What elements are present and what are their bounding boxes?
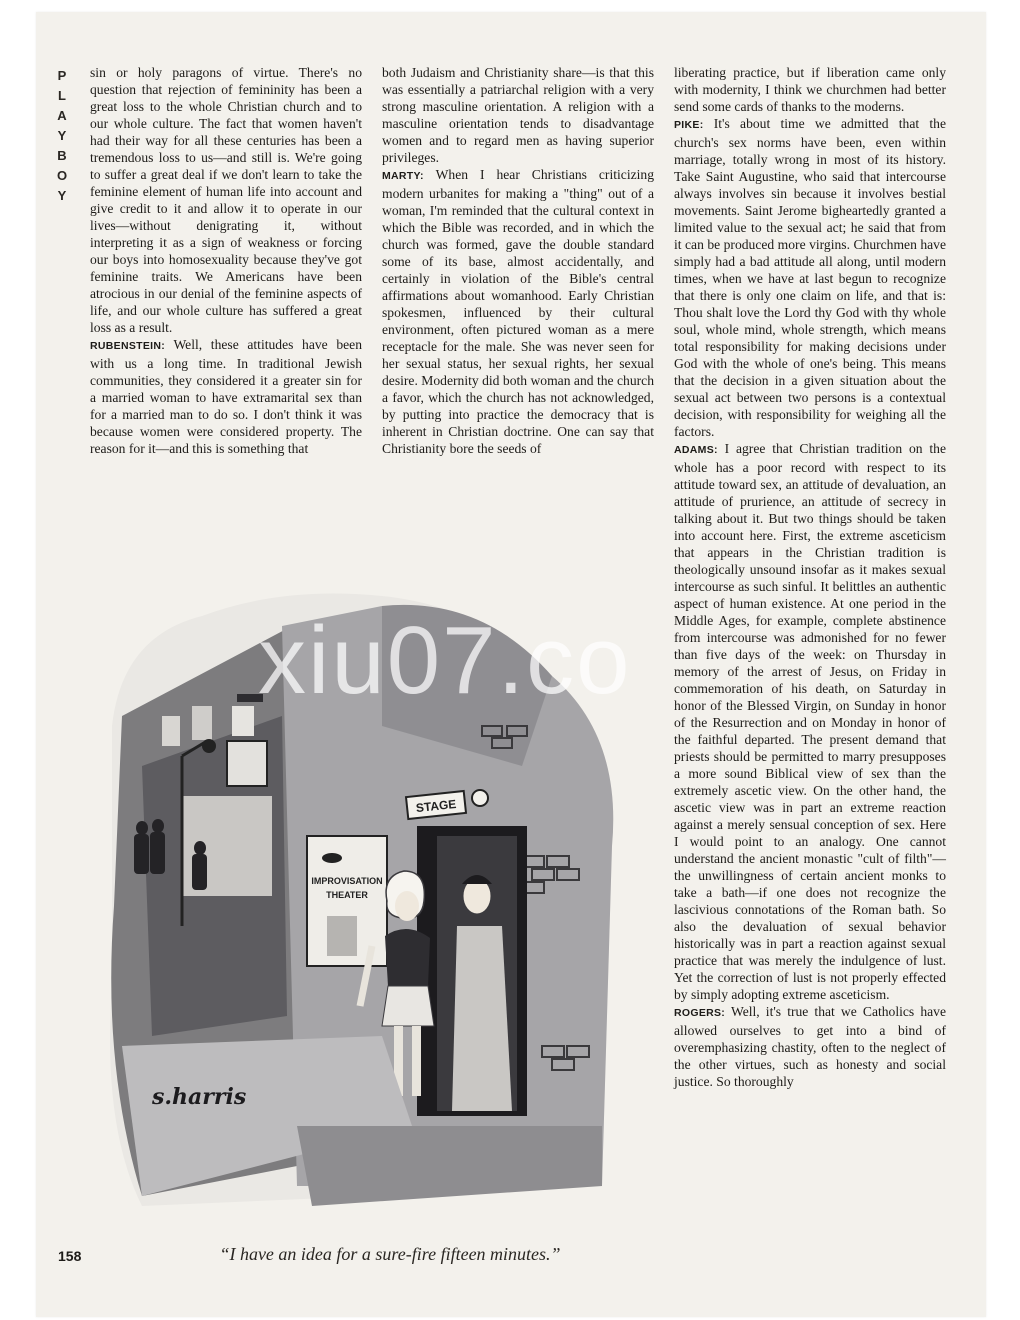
paragraph: liberating practice, but if liberation came only with modernity, I think we churchmen had better send some cards of thanks to the moderns. [674, 65, 946, 114]
speaker-adams: ADAMS: [674, 444, 718, 456]
text-column-2 [382, 64, 654, 457]
text-column-1 [90, 64, 362, 457]
paragraph-text: Well, these attitudes have been with us a long time. In traditional Jewish communities, they considered it a greater sin for a married woman to have extramarital sex than for a married man to do so. I don't think it was because women were considered property. The reason for it—and this is something that [90, 337, 362, 456]
masthead-letter: O [56, 168, 68, 183]
paragraph [674, 1003, 946, 1090]
speaker-rogers: ROGERS: [674, 1007, 726, 1019]
masthead-letter: L [58, 88, 66, 103]
masthead-vertical [52, 66, 72, 206]
masthead-letter: Y [57, 128, 67, 143]
watermark-text: xiu07.co [258, 607, 632, 714]
masthead-letter: Y [57, 188, 67, 203]
paragraph-text: When I hear Christians criticizing modern urbanites for making a "thing" out of a woman, I'm reminded that the cultural context in which the Bible was recorded, and in which the church was formed, gave the double standard some of its base, almost accidentally, and certainly in violation of the Bible's central affirmations about womanhood. Early Christian spokesmen, influenced by their cultural environment, often pictured woman as a mere receptacle for the male. She was never seen for her sexual status, her sexual rights, her sexual desire. Modernity did both woman and the church a favor, which the church has not acknowledged, by putting into practice the democracy that is inherent in Christian doctrine. One can say that Christianity bore the seeds of [382, 167, 654, 456]
speaker-rubenstein: RUBENSTEIN: [90, 340, 166, 352]
speaker-pike: PIKE: [674, 119, 704, 131]
page-number: 158 [58, 1248, 82, 1264]
stage-sign-text: STAGE [415, 796, 457, 816]
text-column-3 [674, 64, 946, 1090]
masthead-letter: B [57, 148, 67, 163]
paragraph [674, 440, 946, 1003]
paragraph-text: I agree that Christian tradition on the whole has a poor record with respect to its attitude toward sex, an attitude of devaluation, an attitude of prurience, an attitude of secrecy in talking about it. But two things should be taken into account here. First, the extreme asceticism that appears in the Christian tradition is theologically unsound insofar as it makes sexual intercourse as such sinful. It belittles an authentic aspect of human existence. At one period in the Middle Ages, for example, complete abstinence from intercourse was admonished for no fewer than five days of the week: on Thursday in memory of the arrest of Jesus, on Friday in commemoration of his death, on Saturday in honor of the Blessed Virgin, on Sunday in honor of the Resurrection and on Monday in honor of the faithful departed. The present demand that priests should be permitted to marry presupposes a more sound Biblical view of sex than the extremely ascetic view. On the other hand, the ascetic view was in part an extreme reaction against a merely sensual conception of sex. Here I would point to an analogy. One cannot understand the ancient monastic "cult of filth"—the unwillingness of certain ancient monks to take a bath—if one does not recognize the lascivious connotations of the Roman bath. So also the devaluation of sexual behavior historically was in part a reaction against sexual practice that was merely the indulgence of lust. Yet the correction of lust is not properly effected by simply adopting extreme asceticism. [674, 441, 946, 1002]
artist-signature: s.harris [152, 1084, 247, 1110]
paragraph: both Judaism and Christianity share—is that this was essentially a patriarchal religion with a very strong masculine orientation. A religion with a masculine orientation tends to disadvantage women and to regard men as having superior privileges. [382, 65, 654, 165]
paragraph [674, 115, 946, 440]
paragraph-text: It's about time we admitted that the church's sex norms have been, even within marriage, totally wrong in most of its history. Take Saint Augustine, who said that intercourse always involves sin because it involves bestial movements. Saint Jerome bigheartedly granted a limited value to the sexual act; he said that from it can be produced more virgins. Churchmen have simply had a bad attitude all along, until modern times, when we have at last begun to recognize that there is only one claim on life, and that is: Thou shalt love the Lord thy God with thy whole soul, whole mind, whole strength, which means total responsibility for making decisions under God with the whole of one's being. This means that the decision in a given situation about the sexual act between two persons is a contextual decision, with responsibility for weighing all the factors. [674, 116, 946, 439]
paragraph-text: Well, it's true that we Catholics have allowed ourselves to get into a bind of overemphasizing chastity, often to the neglect of the other virtues, such as honesty and social justice. So thoroughly [674, 1004, 946, 1089]
masthead-letter: P [57, 68, 67, 83]
cartoon-illustration [82, 566, 662, 1226]
cartoon-caption: “I have an idea for a sure-fire fifteen minutes.” [219, 1244, 561, 1264]
paragraph: sin or holy paragons of virtue. There's no question that rejection of femininity has been a great loss to the whole Christian church and to our whole culture. The fact that women haven't had their way for all these centuries has been a tremendous loss to us—and still is. We're going to suffer a great deal if we don't learn to take the feminine element of human life into account and give credit to it and allow it to operate in our lives—without denigrating it, without interpreting it as a sign of weakness or forcing our boys into homosexuality because they've got feminine traits. We Americans have been atrocious in our denial of the feminine aspects of life, and our whole culture has suffered a great loss as a result. [90, 65, 362, 335]
poster-text-line1: IMPROVISATION [311, 876, 383, 886]
masthead-letter: A [57, 108, 67, 123]
paragraph [382, 166, 654, 457]
speaker-marty: MARTY: [382, 170, 424, 182]
paragraph [90, 336, 362, 457]
poster-text-line2: THEATER [326, 890, 368, 900]
